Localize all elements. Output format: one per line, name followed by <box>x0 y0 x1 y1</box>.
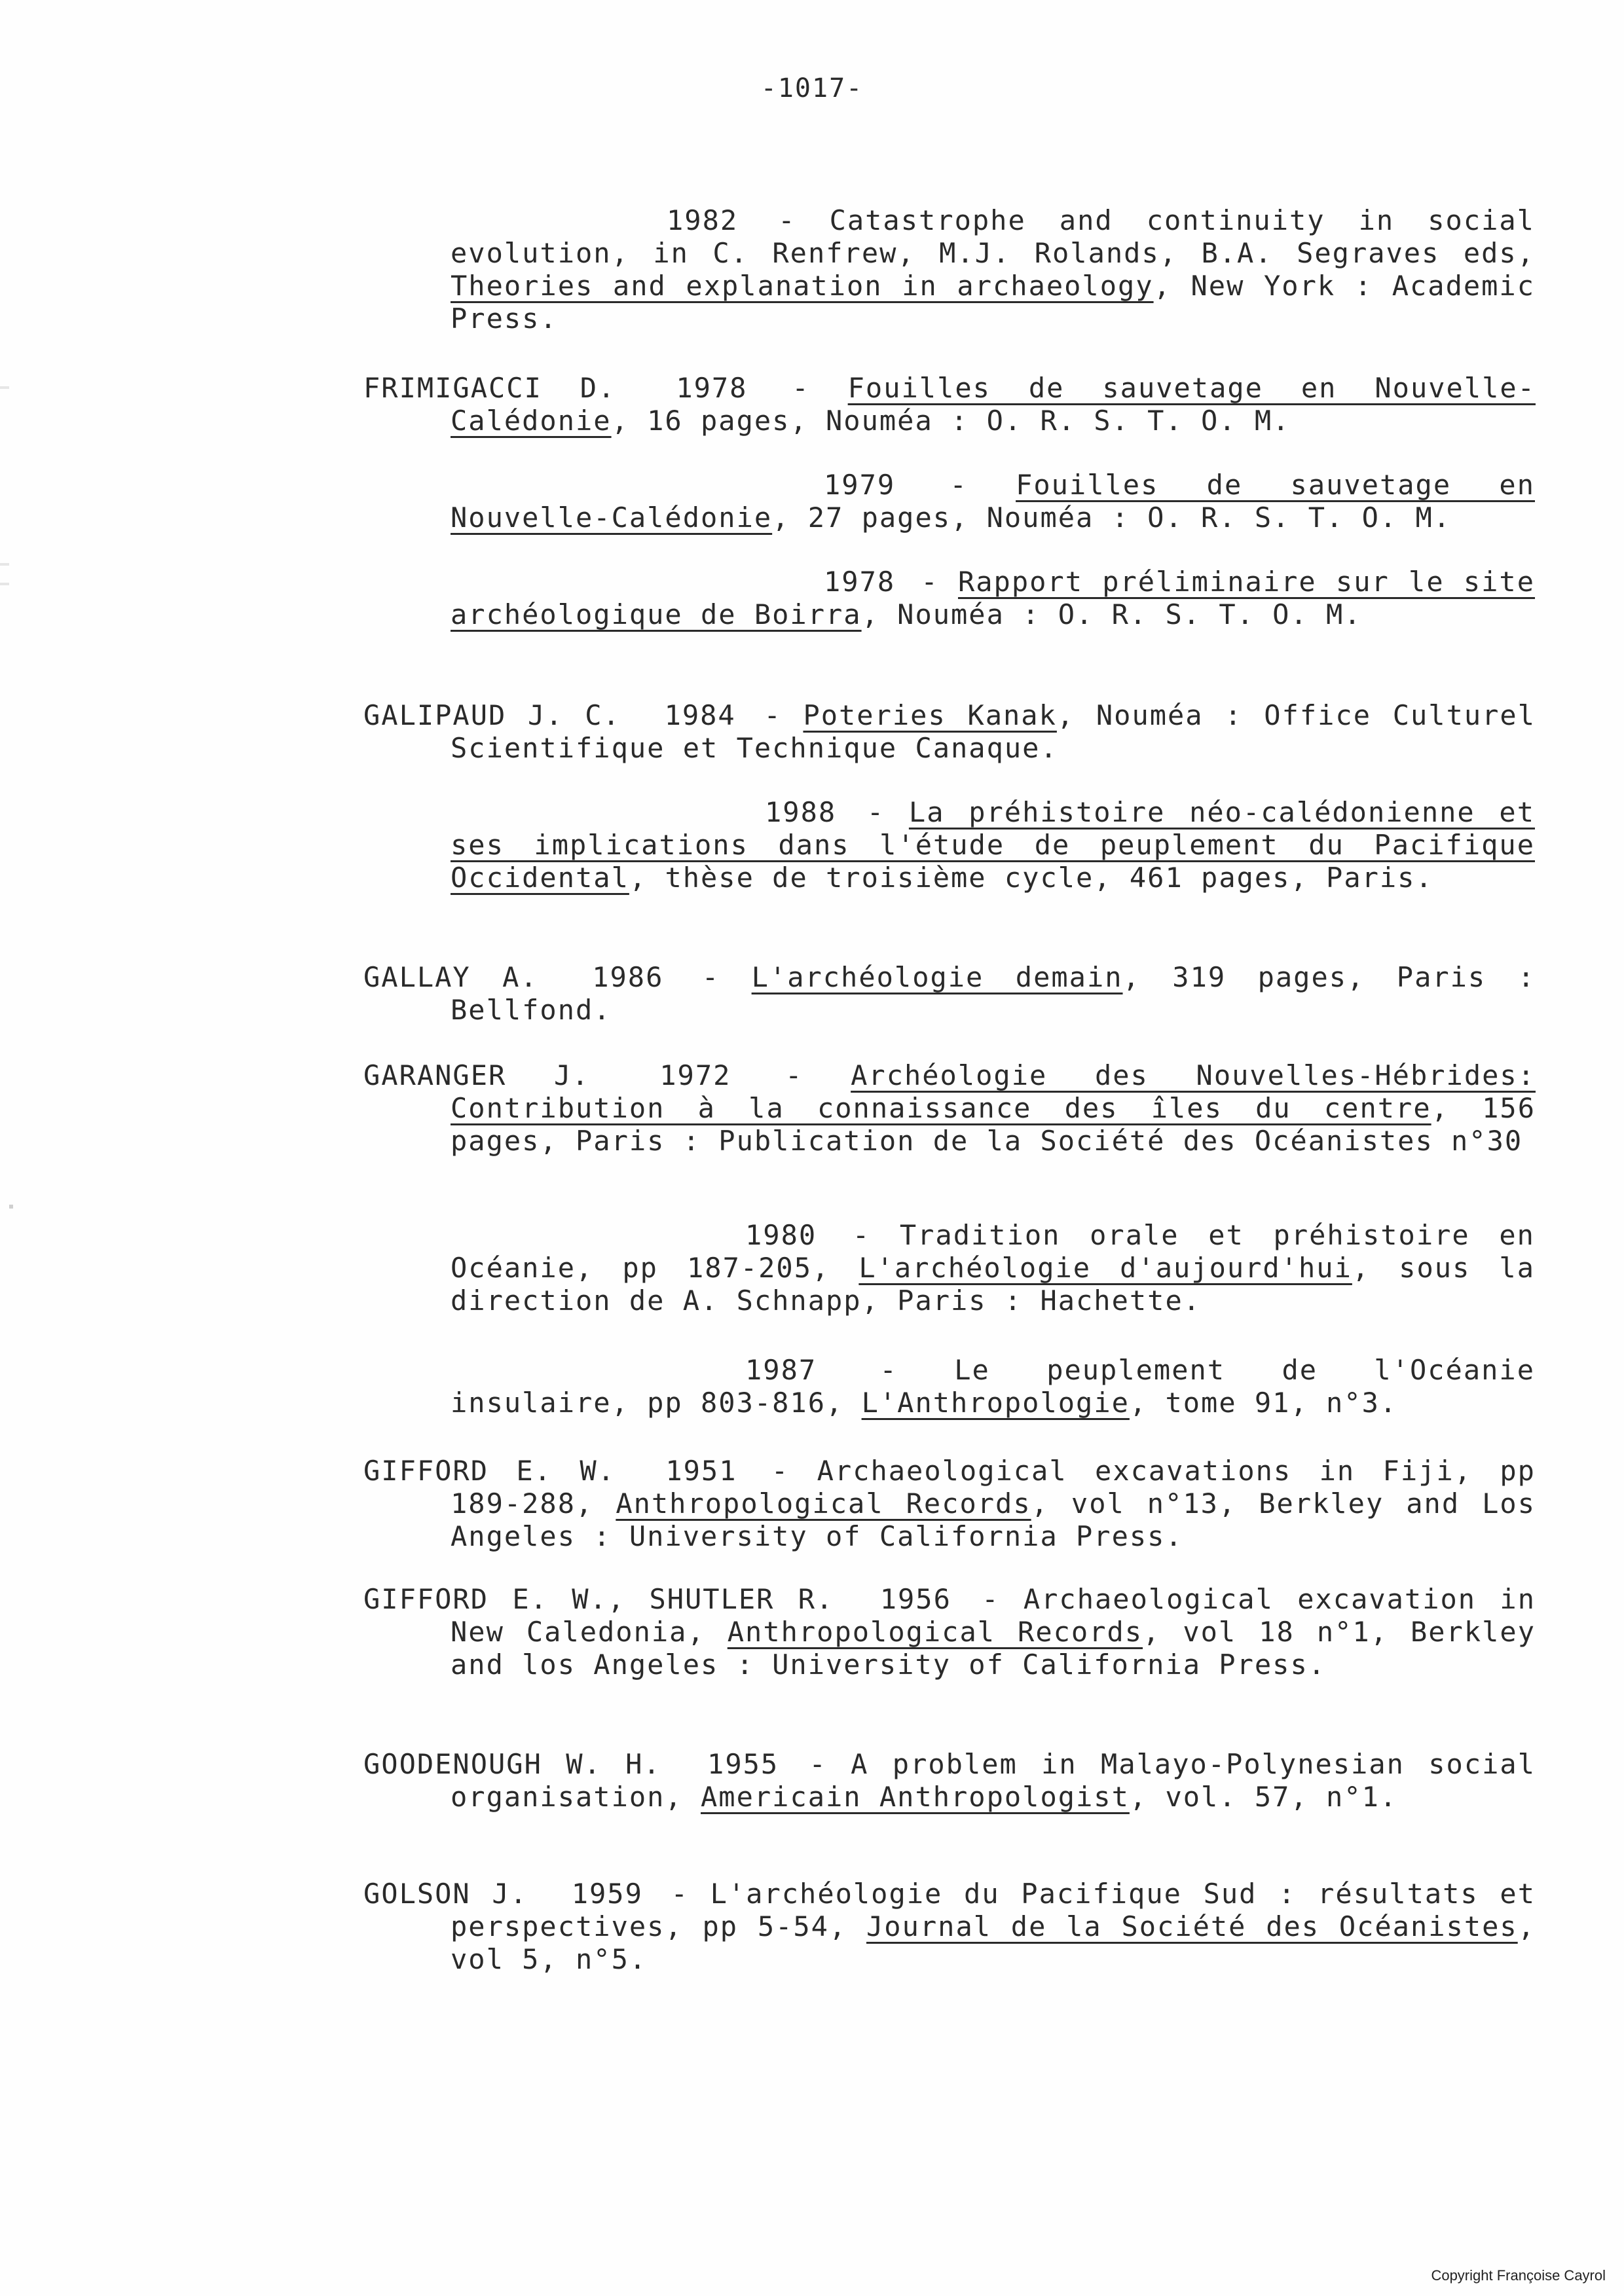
scan-artifact <box>9 1205 13 1209</box>
bibliography-entry <box>451 204 1535 335</box>
entry-author: GALIPAUD J. C. <box>363 699 621 731</box>
entry-title: Theories and explanation in archaeology <box>451 270 1154 302</box>
entry-dash: - <box>921 566 939 598</box>
entry-title: Journal de la Société des Océanistes <box>866 1910 1518 1942</box>
bibliography-entry <box>363 372 1536 437</box>
entry-title: Fouilles de sauvetage en Nouvelle-Calédonie <box>451 469 1535 534</box>
entry-text-after: , Nouméa : O. R. S. T. O. M. <box>861 598 1362 630</box>
bibliography-entry <box>451 1219 1535 1317</box>
entry-text-after: , vol n°13, Berkley and Los Angeles : University of California Press. <box>451 1487 1536 1552</box>
entry-author: GOODENOUGH W. H. <box>363 1748 661 1780</box>
entry-year: 1984 <box>664 699 736 731</box>
entry-text: A problem in Malayo-Polynesian social organisation, <box>451 1748 1536 1813</box>
entry-year: 1988 <box>765 796 837 828</box>
entry-title: Anthropological Records <box>727 1616 1143 1648</box>
entry-text-after: , tome 91, n°3. <box>1129 1387 1398 1419</box>
entry-year: 1978 <box>824 566 896 598</box>
bibliography-entry <box>363 1878 1536 1976</box>
entry-title: Archéologie des Nouvelles-Hébrides: Contribution à la connaissance des îles du centre <box>451 1059 1536 1124</box>
entry-title: Anthropological Records <box>616 1487 1031 1520</box>
entry-title: Poteries Kanak <box>803 699 1057 731</box>
entry-dash: - <box>852 1219 871 1251</box>
copyright-notice: Copyright Françoise Cayrol <box>1431 2267 1606 2284</box>
entry-text: Tradition orale et préhistoire en Océanie, pp 187-205, <box>451 1219 1535 1284</box>
bibliography-entry <box>363 699 1536 765</box>
entry-author: GALLAY A. <box>363 961 538 993</box>
bibliography-entry <box>363 1748 1536 1813</box>
entry-year: 1956 <box>879 1583 951 1615</box>
scan-artifact <box>0 583 9 585</box>
scan-artifact <box>0 386 9 389</box>
entry-year: 1951 <box>665 1455 737 1487</box>
entry-text-after: , 16 pages, Nouméa : O. R. S. T. O. M. <box>611 405 1291 437</box>
scan-artifact <box>0 563 9 566</box>
entry-dash: - <box>771 1455 790 1487</box>
entry-year: 1986 <box>592 961 664 993</box>
entry-text-after: , sous la direction de A. Schnapp, Paris : Hachette. <box>451 1252 1536 1317</box>
entry-author: GOLSON J. <box>363 1878 528 1910</box>
entry-year: 1987 <box>745 1354 817 1386</box>
entry-text-after: , 27 pages, Nouméa : O. R. S. T. O. M. <box>772 501 1452 534</box>
entry-year: 1980 <box>745 1219 817 1251</box>
bibliography-entry <box>363 1059 1536 1157</box>
entry-text: Le peuplement de l'Océanie insulaire, pp 803-816, <box>451 1354 1535 1419</box>
entry-year: 1982 <box>667 204 739 236</box>
entry-year: 1972 <box>659 1059 731 1091</box>
bibliography-entry <box>363 1583 1536 1681</box>
bibliography-entry <box>363 961 1536 1027</box>
bibliography-entry <box>451 796 1535 894</box>
entry-dash: - <box>792 372 810 404</box>
entry-text-after: , thèse de troisième cycle, 461 pages, Paris. <box>629 862 1433 894</box>
entry-text-after: , Nouméa : Office Culturel Scientifique et Technique Canaque. <box>451 699 1536 764</box>
entry-year: 1959 <box>571 1878 643 1910</box>
entry-text-after: , 156 pages, Paris : Publication de la Société des Océanistes n°30 <box>451 1092 1536 1157</box>
entry-year: 1955 <box>707 1748 779 1780</box>
entry-dash: - <box>701 961 720 993</box>
entry-text-after: , New York : Academic Press. <box>451 270 1535 335</box>
entry-title: La préhistoire néo-calédonienne et ses implications dans l'étude de peuplement du Pacifique Occidental <box>451 796 1535 894</box>
bibliography-entry <box>451 566 1535 631</box>
entry-author: GIFFORD E. W. <box>363 1455 616 1487</box>
entry-text: Catastrophe and continuity in social evolution, in C. Renfrew, M.J. Rolands, B.A. Segraves eds, <box>451 204 1535 269</box>
entry-dash: - <box>809 1748 827 1780</box>
entry-text: L'archéologie du Pacifique Sud : résultats et perspectives, pp 5-54, <box>451 1878 1536 1942</box>
entry-dash: - <box>764 699 782 731</box>
entry-year: 1979 <box>824 469 896 501</box>
entry-dash: - <box>778 204 796 236</box>
entry-title: L'archéologie d'aujourd'hui <box>858 1252 1352 1284</box>
entry-text-after: , vol 18 n°1, Berkley and los Angeles : University of California Press. <box>451 1616 1536 1681</box>
entry-title: Rapport préliminaire sur le site archéologique de Boirra <box>451 566 1536 630</box>
bibliography-entry <box>363 1455 1536 1553</box>
entry-title: L'Anthropologie <box>861 1387 1130 1419</box>
entry-text: Archaeological excavations in Fiji, pp 189-288, <box>451 1455 1536 1520</box>
entry-text: Archaeological excavation in New Caledonia, <box>451 1583 1536 1648</box>
entry-author: GIFFORD E. W., SHUTLER R. <box>363 1583 834 1615</box>
entry-text-after: , 319 pages, Paris : Bellfond. <box>451 961 1536 1026</box>
entry-title: Fouilles de sauvetage en Nouvelle-Calédonie <box>451 372 1536 437</box>
entry-text-after: , vol 5, n°5. <box>451 1910 1536 1975</box>
entry-dash: - <box>785 1059 803 1091</box>
entry-title: Americain Anthropologist <box>701 1781 1130 1813</box>
entry-dash: - <box>671 1878 689 1910</box>
entry-dash: - <box>879 1354 898 1386</box>
bibliography-entry <box>451 469 1535 534</box>
entry-dash: - <box>950 469 968 501</box>
bibliography-entry <box>451 1354 1535 1419</box>
entry-dash: - <box>866 796 885 828</box>
entry-year: 1978 <box>676 372 748 404</box>
page-number: -1017- <box>760 73 864 103</box>
entry-title: L'archéologie demain <box>751 961 1123 993</box>
entry-text-after: , vol. 57, n°1. <box>1129 1781 1398 1813</box>
entry-dash: - <box>982 1583 1000 1615</box>
entry-author: FRIMIGACCI D. <box>363 372 616 404</box>
entry-author: GARANGER J. <box>363 1059 590 1091</box>
